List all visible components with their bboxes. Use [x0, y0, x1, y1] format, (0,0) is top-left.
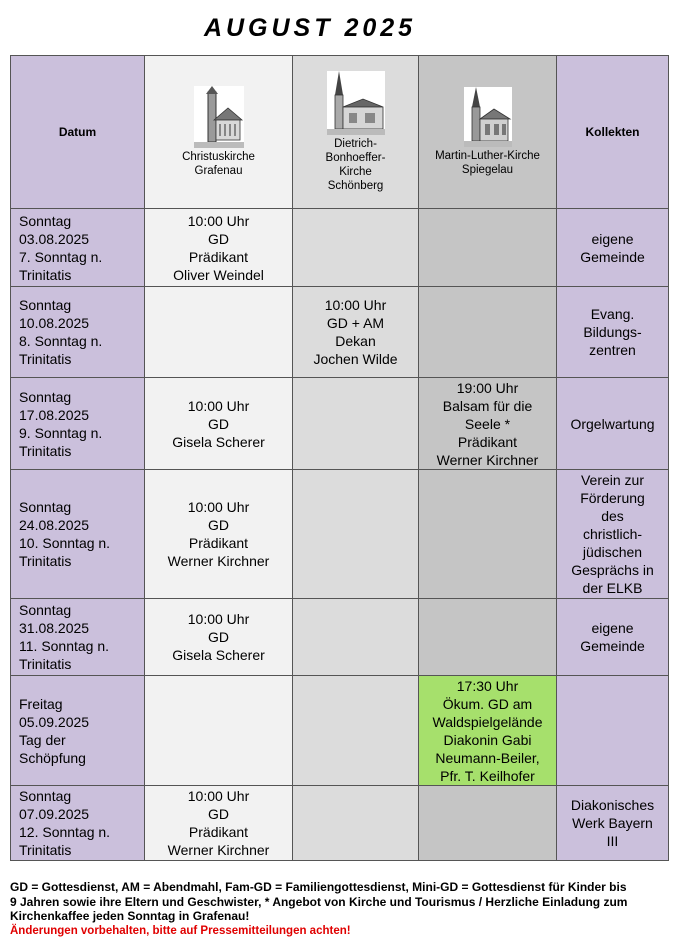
service-cell-schoenberg — [293, 378, 419, 470]
table-row — [11, 786, 669, 861]
date-column-header: Datum — [11, 56, 145, 209]
service-cell-schoenberg — [293, 209, 419, 287]
service-cell-grafenau: 10:00 Uhr GD Gisela Scherer — [145, 378, 293, 470]
service-cell-grafenau — [145, 676, 293, 786]
church-grafenau-icon — [194, 86, 244, 148]
date-cell: Sonntag 24.08.2025 10. Sonntag n. Trinitatis — [11, 470, 145, 599]
table-row — [11, 676, 669, 786]
table-row — [11, 470, 669, 599]
table-row — [11, 209, 669, 287]
service-cell-schoenberg — [293, 676, 419, 786]
collections-column-header: Kollekten — [557, 56, 669, 209]
church-schoenberg-icon — [327, 71, 385, 135]
header-row — [11, 56, 669, 209]
date-cell: Sonntag 17.08.2025 9. Sonntag n. Trinitatis — [11, 378, 145, 470]
service-cell-schoenberg — [293, 470, 419, 599]
collection-cell — [557, 676, 669, 786]
church-header-spiegelau — [419, 56, 557, 209]
service-cell-grafenau: 10:00 Uhr GD Prädikant Werner Kirchner — [145, 786, 293, 861]
church-spiegelau-icon — [464, 87, 512, 147]
collection-cell: Orgelwartung — [557, 378, 669, 470]
date-cell: Sonntag 31.08.2025 11. Sonntag n. Trinitatis — [11, 599, 145, 676]
footer-legend: GD = Gottesdienst, AM = Abendmahl, Fam-GD = Familiengottesdienst, Mini-GD = Gottesdienst für Kinder bis 9 Jahren sowie ihre Eltern und Geschwister, * Angebot von Kirche und Tourismus / Herzliche Einladung zum Kirchenkaffee jeden Sonntag in Grafenau! — [10, 880, 628, 923]
table-row — [11, 287, 669, 378]
date-cell: Sonntag 07.09.2025 12. Sonntag n. Trinitatis — [11, 786, 145, 861]
church-name-spiegelau: Martin-Luther-Kirche Spiegelau — [435, 150, 540, 176]
collection-cell: Verein zur Förderung des christlich- jüdischen Gesprächs in der ELKB — [557, 470, 669, 599]
collection-cell: eigene Gemeinde — [557, 599, 669, 676]
footer — [10, 880, 630, 938]
service-cell-schoenberg — [293, 599, 419, 676]
service-cell-grafenau: 10:00 Uhr GD Gisela Scherer — [145, 599, 293, 676]
collection-cell: Evang. Bildungs- zentren — [557, 287, 669, 378]
date-cell: Sonntag 10.08.2025 8. Sonntag n. Trinitatis — [11, 287, 145, 378]
table-row — [11, 599, 669, 676]
table-row — [11, 378, 669, 470]
footer-notice: Änderungen vorbehalten, bitte auf Pressemitteilungen achten! — [10, 924, 351, 937]
collection-cell: Diakonisches Werk Bayern III — [557, 786, 669, 861]
service-cell-spiegelau — [419, 209, 557, 287]
service-schedule-table — [10, 55, 669, 861]
service-cell-spiegelau — [419, 599, 557, 676]
service-cell-spiegelau — [419, 287, 557, 378]
church-name-schoenberg: Dietrich- Bonhoeffer- Kirche Schönberg — [325, 138, 386, 192]
service-cell-spiegelau: 19:00 Uhr Balsam für die Seele * Prädikant Werner Kirchner — [419, 378, 557, 470]
service-cell-spiegelau: 17:30 Uhr Ökum. GD am Waldspielgelände Diakonin Gabi Neumann-Beiler, Pfr. T. Keilhofer — [419, 676, 557, 786]
church-name-grafenau: Christuskirche Grafenau — [182, 151, 255, 177]
service-cell-schoenberg — [293, 786, 419, 861]
service-cell-grafenau — [145, 287, 293, 378]
date-cell: Sonntag 03.08.2025 7. Sonntag n. Trinitatis — [11, 209, 145, 287]
church-header-grafenau — [145, 56, 293, 209]
service-cell-spiegelau — [419, 470, 557, 599]
collection-cell: eigene Gemeinde — [557, 209, 669, 287]
date-cell: Freitag 05.09.2025 Tag der Schöpfung — [11, 676, 145, 786]
service-cell-grafenau: 10:00 Uhr GD Prädikant Werner Kirchner — [145, 470, 293, 599]
service-cell-grafenau: 10:00 Uhr GD Prädikant Oliver Weindel — [145, 209, 293, 287]
page-title: AUGUST 2025 — [203, 14, 417, 42]
church-header-schoenberg — [293, 56, 419, 209]
service-cell-schoenberg: 10:00 Uhr GD + AM Dekan Jochen Wilde — [293, 287, 419, 378]
service-cell-spiegelau — [419, 786, 557, 861]
